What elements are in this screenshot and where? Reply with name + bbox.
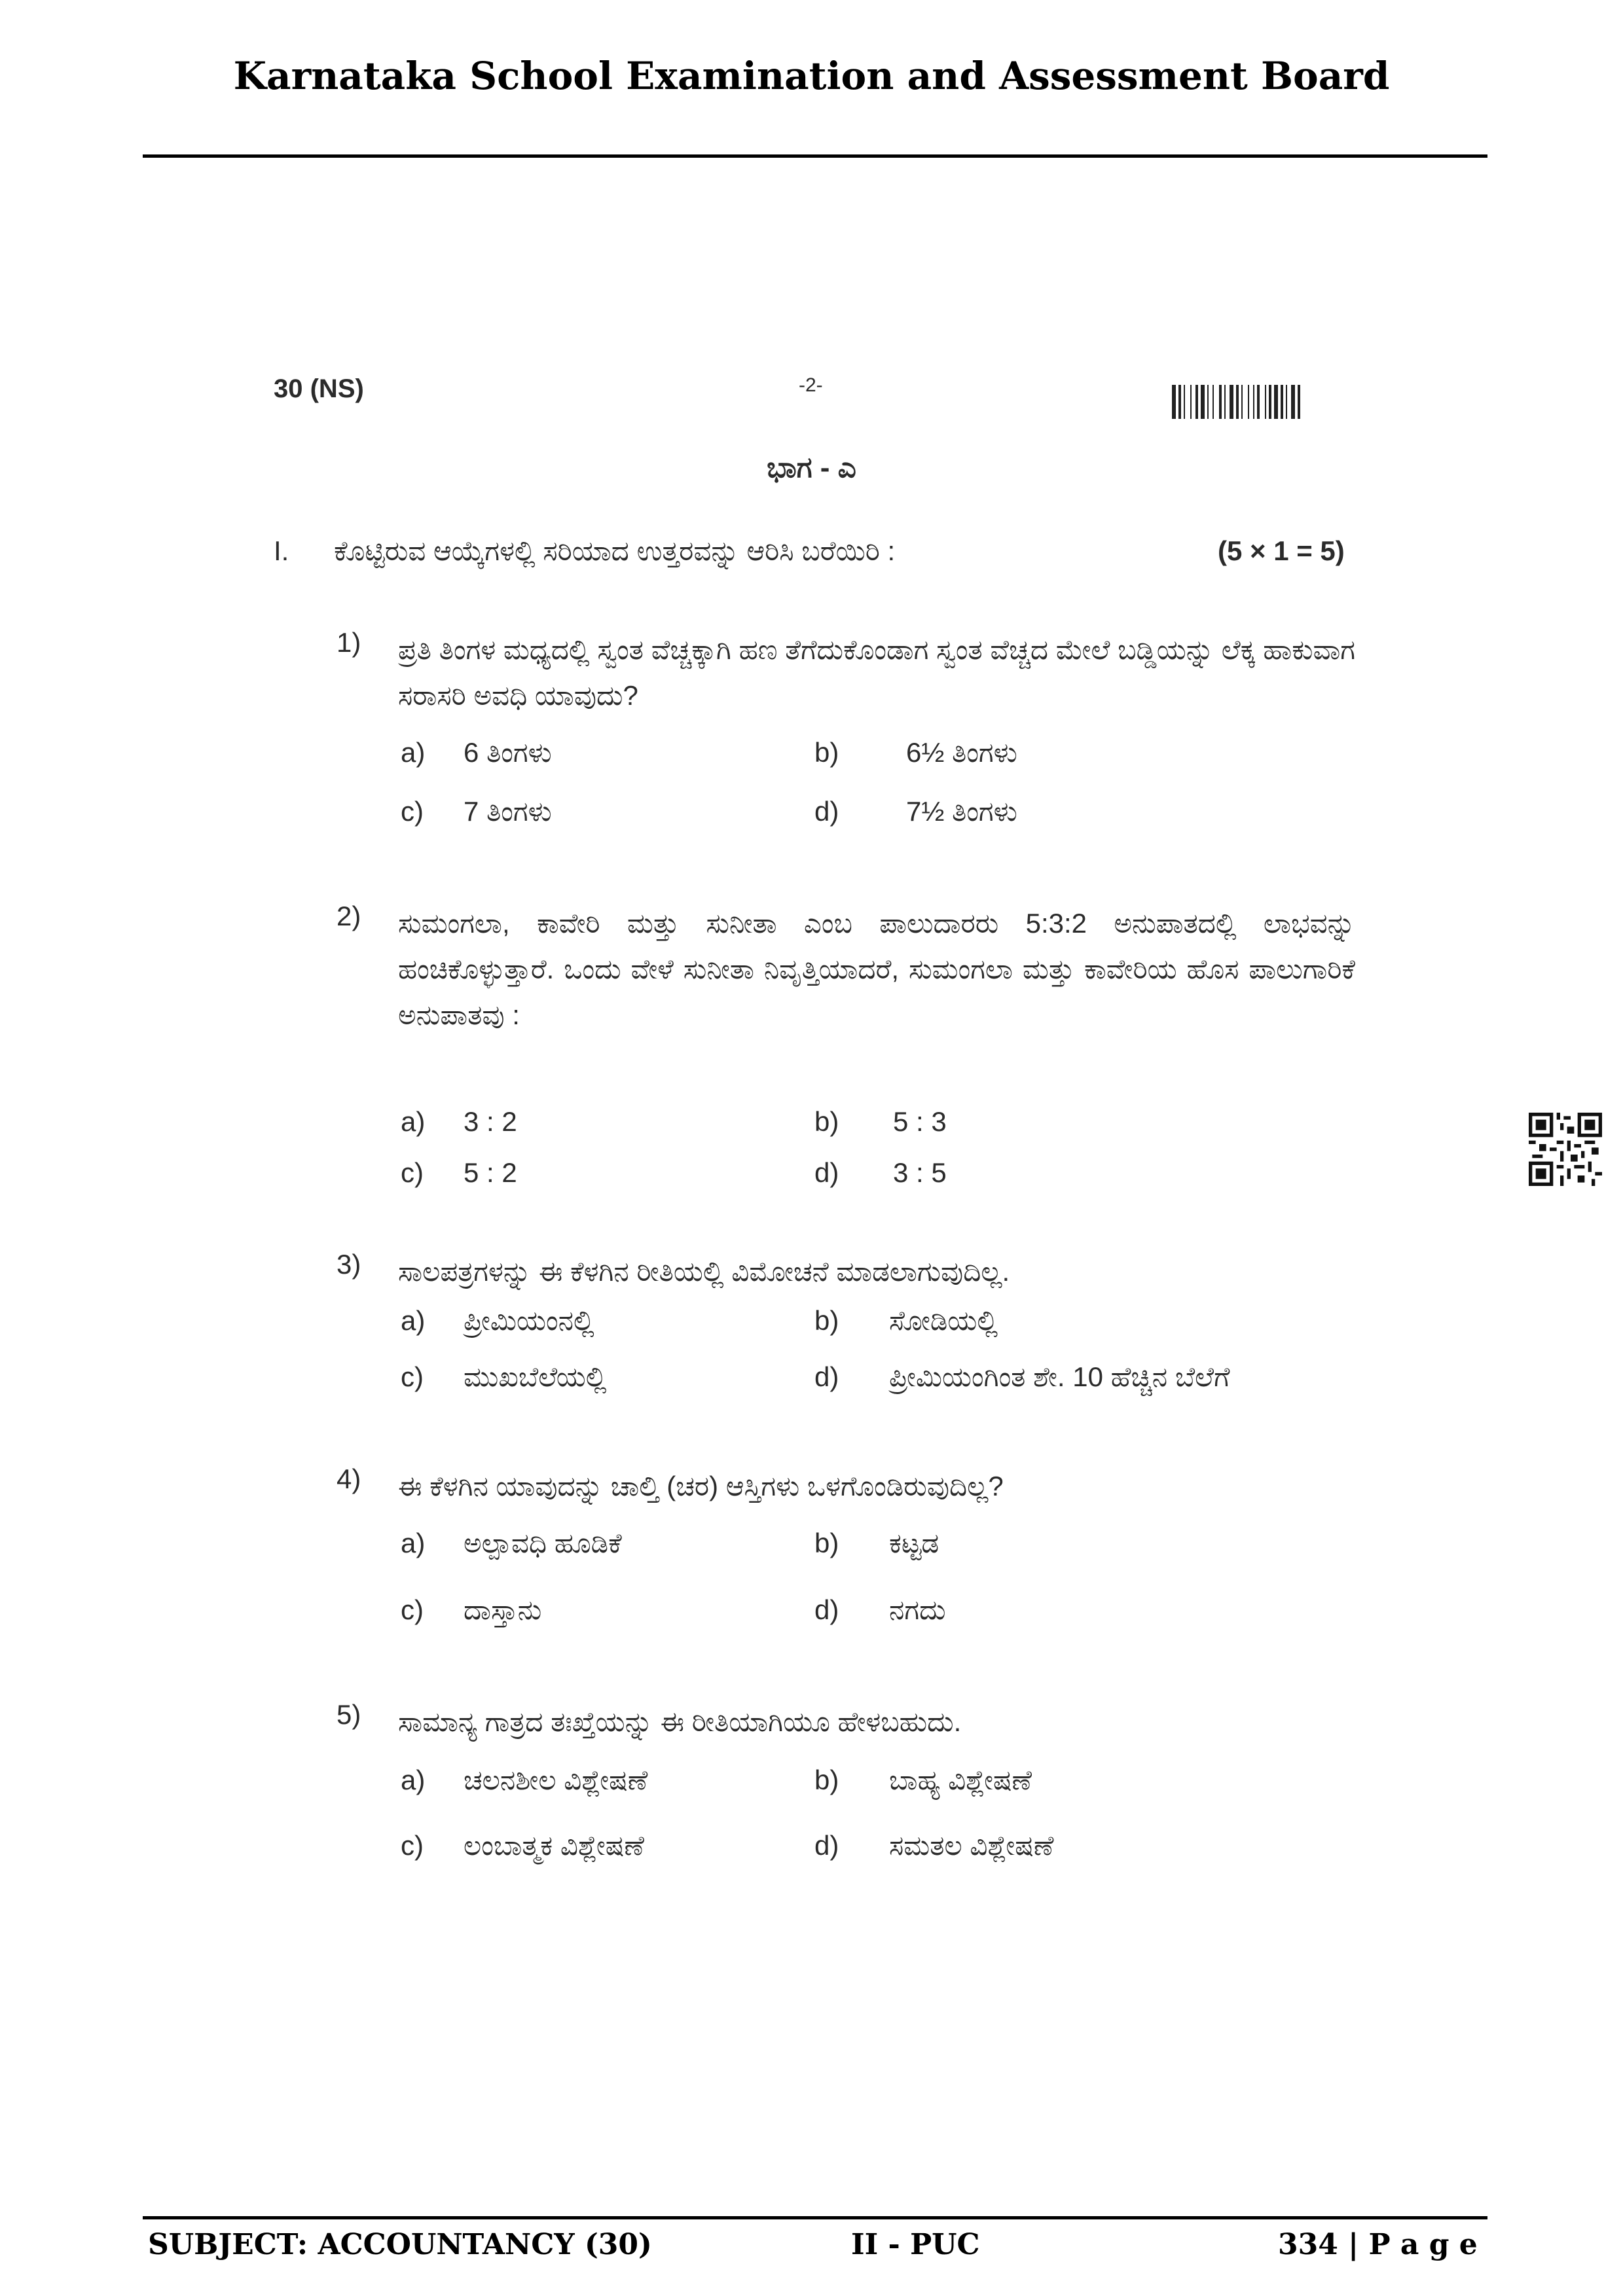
footer-rule [143, 2216, 1487, 2219]
section-number: I. [274, 535, 289, 566]
option-label: c) [401, 1594, 424, 1625]
option-label: c) [401, 1157, 424, 1188]
option-text: ಕಟ್ಟಡ [889, 1528, 939, 1558]
option-text: 7½ ತಿಂಗಳು [906, 796, 1017, 827]
option-label: a) [401, 1305, 426, 1336]
option-text: ಪ್ರೀಮಿಯಂಗಿಂತ ಶೇ. 10 ಹೆಚ್ಚಿನ ಬೆಲೆಗೆ [889, 1361, 1230, 1392]
option-text: ದಾಸ್ತಾನು [464, 1594, 542, 1625]
option-label: a) [401, 1106, 426, 1137]
option-label: c) [401, 1830, 424, 1861]
option-text: ಅಲ್ಪಾವಧಿ ಹೂಡಿಕೆ [464, 1528, 622, 1558]
option-text: 3 : 5 [893, 1157, 947, 1188]
option-label: d) [814, 1157, 839, 1188]
option-label: d) [814, 1830, 839, 1861]
option-text: ಪ್ರೀಮಿಯಂನಲ್ಲಿ [464, 1305, 594, 1336]
option-text: 5 : 3 [893, 1106, 947, 1137]
option-text: 5 : 2 [464, 1157, 517, 1188]
question-text: ಪ್ರತಿ ತಿಂಗಳ ಮಧ್ಯದಲ್ಲಿ ಸ್ವಂತ ವೆಚ್ಚಕ್ಕಾಗಿ ಹಣ ತೆಗೆದುಕೊಂಡಾಗ ಸ್ವಂತ ವೆಚ್ಚದ ಮೇಲೆ ಬಡ್ಡಿಯನ್ನು ಲೆಕ್ಕ ಹಾಕುವಾಗ ಸರಾಸರಿ ಅವಧಿ ಯಾವುದು? [398, 634, 1355, 711]
option-label: b) [814, 1765, 839, 1795]
option-text: ಸಮತಲ ವಿಶ್ಲೇಷಣೆ [889, 1830, 1054, 1861]
question-number: 3) [337, 1249, 361, 1280]
qr-code-icon [1529, 1113, 1602, 1186]
option-text: ಮುಖಬೆಲೆಯಲ್ಲಿ [464, 1361, 607, 1392]
section-marks: (5 × 1 = 5) [1218, 535, 1345, 566]
question-number: 5) [337, 1699, 361, 1730]
option-text: 7 ತಿಂಗಳು [464, 796, 552, 827]
option-label: a) [401, 1528, 426, 1558]
option-text: ಸೋಡಿಯಲ್ಲಿ [889, 1305, 998, 1336]
option-label: b) [814, 1305, 839, 1336]
option-label: b) [814, 1106, 839, 1137]
option-text: ಚಲನಶೀಲ ವಿಶ್ಲೇಷಣೆ [464, 1765, 648, 1795]
question-text: ಸಾಲಪತ್ರಗಳನ್ನು ಈ ಕೆಳಗಿನ ರೀತಿಯಲ್ಲಿ ವಿಮೋಚನೆ ಮಾಡಲಾಗುವುದಿಲ್ಲ. [398, 1256, 1010, 1287]
option-text: ನಗದು [889, 1594, 946, 1625]
option-text: 3 : 2 [464, 1106, 517, 1137]
option-label: d) [814, 796, 839, 827]
footer-subject: SUBJECT: ACCOUNTANCY (30) [148, 2228, 652, 2261]
option-label: a) [401, 737, 426, 768]
option-label: c) [401, 796, 424, 827]
barcode-icon [1172, 385, 1343, 419]
question-text: ಸಾಮಾನ್ಯ ಗಾತ್ರದ ತಃಖ್ತೆಯನ್ನು ಈ ರೀತಿಯಾಗಿಯೂ ಹೇಳಬಹುದು. [398, 1706, 962, 1737]
question-number: 1) [337, 627, 361, 658]
paper-code: 30 (NS) [274, 374, 364, 403]
question-number: 2) [337, 901, 361, 931]
option-label: a) [401, 1765, 426, 1795]
option-label: b) [814, 1528, 839, 1558]
header-rule [143, 154, 1487, 158]
option-text: 6 ತಿಂಗಳು [464, 737, 552, 768]
question-number: 4) [337, 1463, 361, 1494]
option-text: ಲಂಬಾತ್ಮಕ ವಿಶ್ಲೇಷಣೆ [464, 1830, 644, 1861]
option-label: b) [814, 737, 839, 768]
section-instruction: ಕೊಟ್ಟಿರುವ ಆಯ್ಕೆಗಳಲ್ಲಿ ಸರಿಯಾದ ಉತ್ತರವನ್ನು ಆರಿಸಿ ಬರೆಯಿರಿ : [334, 535, 896, 566]
footer-class: II - PUC [851, 2228, 980, 2261]
option-text: ಬಾಹ್ಯ ವಿಶ್ಲೇಷಣೆ [889, 1765, 1032, 1795]
option-label: c) [401, 1361, 424, 1392]
option-label: d) [814, 1361, 839, 1392]
option-text: 6½ ತಿಂಗಳು [906, 737, 1017, 768]
question-text: ಈ ಕೆಳಗಿನ ಯಾವುದನ್ನು ಚಾಲ್ತಿ (ಚರ) ಆಸ್ತಿಗಳು ಒಳಗೊಂಡಿರುವುದಿಲ್ಲ? [398, 1471, 1004, 1501]
board-title: Karnataka School Examination and Assessment Board [233, 54, 1390, 98]
question-text: ಸುಮಂಗಲಾ, ಕಾವೇರಿ ಮತ್ತು ಸುನೀತಾ ಎಂಬ ಪಾಲುದಾರರು 5:3:2 ಅನುಪಾತದಲ್ಲಿ ಲಾಭವನ್ನು ಹಂಚಿಕೊಳ್ಳುತ್ತಾರೆ. ಒಂದು ವೇಳೆ ಸುನೀತಾ ನಿವೃತ್ತಿಯಾದರೆ, ಸುಮಂಗಲಾ ಮತ್ತು ಕಾವೇರಿಯ ಹೊಸ ಪಾಲುಗಾರಿಕೆ ಅನುಪಾತವು : [398, 908, 1355, 1030]
footer-page-number: 334 | P a g e [1278, 2228, 1478, 2261]
option-label: d) [814, 1594, 839, 1625]
page-number: -2- [799, 374, 823, 396]
part-title: ಭಾಗ - ಎ [767, 452, 856, 484]
